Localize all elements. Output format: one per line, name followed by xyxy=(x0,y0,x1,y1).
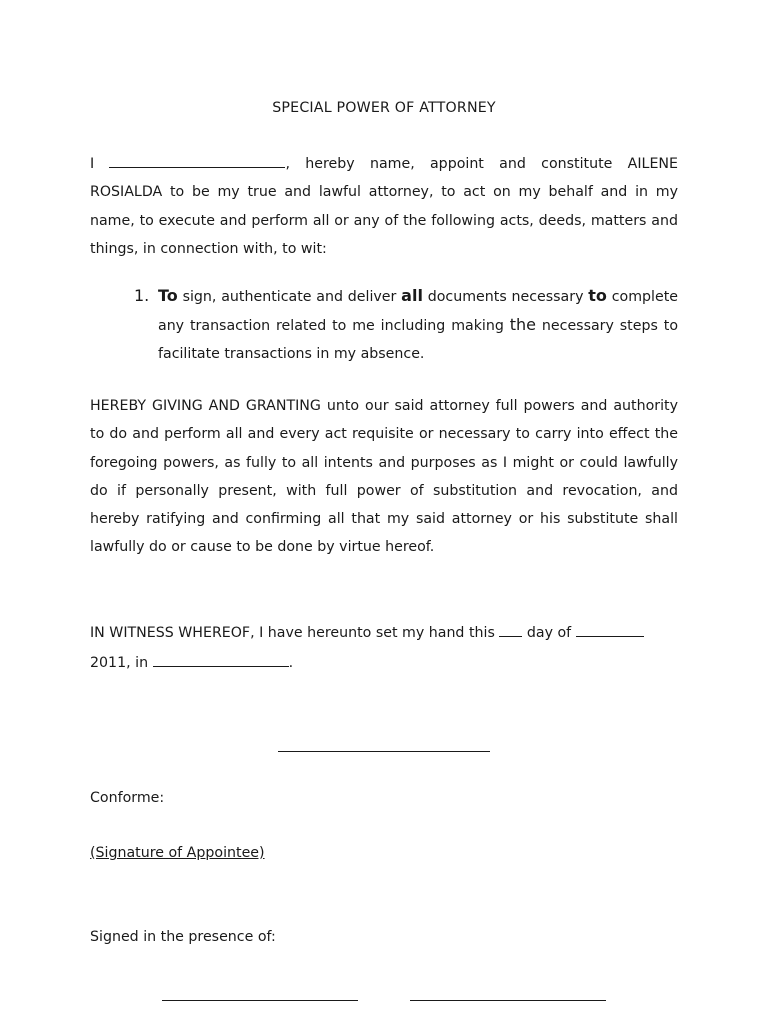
witness-signature-line-2 xyxy=(410,1000,606,1001)
item-text-4: necessary steps to facilitate transactions in my absence. xyxy=(158,318,678,362)
witness-text-1: IN WITNESS WHEREOF, I have hereunto set my hand this xyxy=(90,625,500,641)
item-text-2: documents necessary xyxy=(422,289,589,305)
conforme-label: Conforme: xyxy=(90,790,165,806)
principal-name-blank xyxy=(109,153,285,168)
appointment-text-rest: , hereby name, appoint and constitute AILENE ROSIALDA to be my true and lawful attorney, to act on my behalf and in my name, to execute and perform all or any of the following acts, deeds, matters and things, in connection with, to wit: xyxy=(90,156,678,257)
month-blank xyxy=(576,622,644,637)
item-text-3: complete any transaction related to me including making xyxy=(158,289,678,334)
day-blank xyxy=(499,622,522,637)
item-word-to: To xyxy=(158,286,178,305)
item-word-to-2: to xyxy=(588,286,607,305)
appointment-text-start: I xyxy=(90,156,110,172)
witnesses-label: Signed in the presence of: xyxy=(90,929,276,945)
principal-signature-line xyxy=(278,751,490,752)
list-item-text xyxy=(158,282,678,368)
item-text-1: sign, authenticate and deliver xyxy=(177,289,402,305)
witness-line-2 xyxy=(90,652,293,671)
document-title: SPECIAL POWER OF ATTORNEY xyxy=(272,100,496,116)
witness-text-4: . xyxy=(288,655,294,671)
witness-text-3: 2011, in xyxy=(90,655,153,671)
witness-signature-line-1 xyxy=(162,1000,358,1001)
appointment-paragraph xyxy=(90,150,678,263)
granting-paragraph: HEREBY GIVING AND GRANTING unto our said attorney full powers and authority to do and perform all and every act requisite or necessary to carry into effect the foregoing powers, as fully to all intents and purposes as I might or could lawfully do if personally present, with full power of substitution and revocation, and hereby ratifying and confirming all that my said attorney or his substitute shall lawfully do or cause to be done by virtue hereof. xyxy=(90,398,678,556)
appointee-signature-label: (Signature of Appointee) xyxy=(90,845,265,861)
place-blank xyxy=(153,652,289,667)
item-word-the: the xyxy=(509,315,537,334)
list-item-number: 1. xyxy=(134,286,150,305)
witness-text-2: day of xyxy=(522,625,576,641)
item-word-all: all xyxy=(401,286,423,305)
witness-line-1 xyxy=(90,622,644,641)
